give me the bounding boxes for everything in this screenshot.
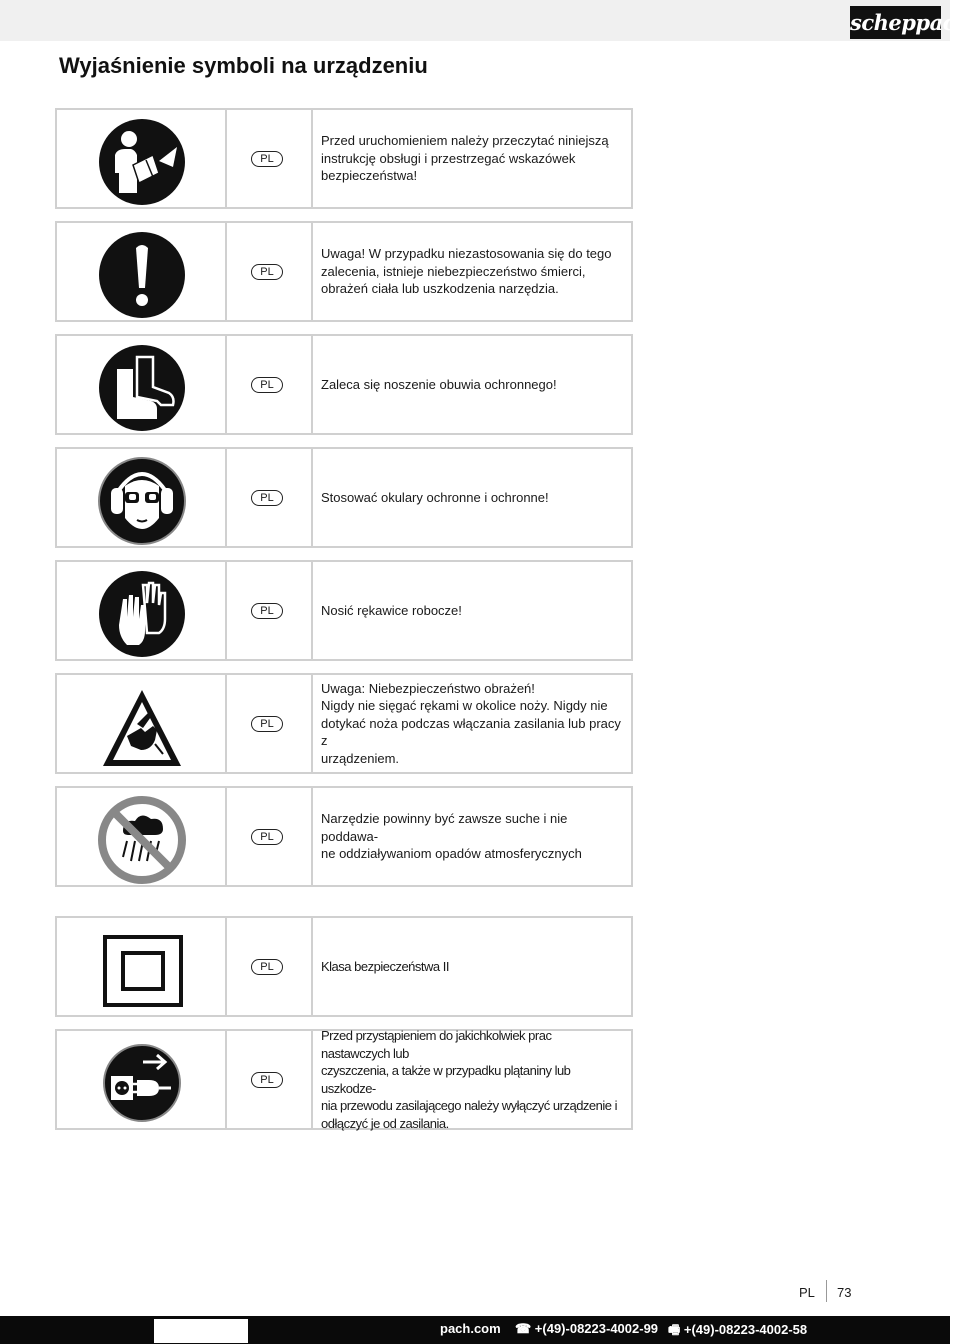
lang-badge: PL — [251, 829, 283, 845]
unplug-icon — [97, 1038, 187, 1128]
symbol-row-read-manual — [55, 108, 633, 209]
top-bar — [0, 0, 950, 41]
lang-badge: PL — [251, 151, 283, 167]
goggles-earmuffs-icon — [97, 456, 187, 546]
symbol-description: Uwaga! W przypadku niezastosowania się do tego zalecenia, istnieje niebezpieczeństwo śmierci, obrażeń ciała lub uszkodzenia narzędzia. — [321, 246, 612, 297]
symbol-row-protection-class — [55, 916, 633, 1017]
no-rain-icon — [97, 795, 187, 885]
symbol-row-goggles — [55, 447, 633, 548]
exclamation-warning-icon — [97, 230, 187, 320]
phone-number: ☎ +(49)-08223-4002-99 — [515, 1321, 659, 1336]
symbol-description: Narzędzie powinny być zawsze suche i nie poddawa- ne oddziaływaniom opadów atmosferycznych — [321, 811, 582, 862]
symbol-row-gloves — [55, 560, 633, 661]
symbol-row-hand-injury — [55, 673, 633, 774]
symbol-row-unplug — [55, 1029, 633, 1130]
symbol-row-warning — [55, 221, 633, 322]
symbol-row-safety-boots — [55, 334, 633, 435]
page-title: Wyjaśnienie symboli na urządzeniu — [59, 53, 428, 78]
symbol-row-no-rain — [55, 786, 633, 887]
symbol-description: Przed przystąpieniem do jakichkolwiek prac nastawczych lub czyszczenia, a także w przypadku plątaniny lub uszkodze- nia przewodu zasilającego należy wyłączyć urządzenie i odłączyć je od zasilania. — [321, 1028, 618, 1131]
lang-badge: PL — [251, 490, 283, 506]
lang-badge: PL — [251, 1072, 283, 1088]
lang-badge: PL — [251, 959, 283, 975]
symbol-description: Zaleca się noszenie obuwia ochronnego! — [321, 376, 557, 392]
footer-divider — [826, 1280, 827, 1302]
lang-badge: PL — [251, 264, 283, 280]
symbol-description: Uwaga: Niebezpieczeństwo obrażeń! Nigdy nie sięgać rękami w okolice noży. Nigdy nie dotykać noża podczas włączania zasilania lub pracy z urządzeniem. — [321, 680, 621, 766]
website-text: pach.com — [440, 1321, 501, 1336]
safety-boots-icon — [97, 343, 187, 433]
symbol-description: Przed uruchomieniem należy przeczytać niniejszą instrukcję obsługi i przestrzegać wskazówek bezpieczeństwa! — [321, 133, 609, 184]
read-manual-icon — [97, 117, 187, 207]
fax-number: 🖷 +(49)-08223-4002-58 — [668, 1322, 808, 1337]
symbol-description: Klasa bezpieczeństwa II — [321, 958, 449, 974]
symbol-description: Nosić rękawice robocze! — [321, 602, 462, 618]
footer-language: PL — [799, 1285, 815, 1300]
lang-badge: PL — [251, 603, 283, 619]
lang-badge: PL — [251, 377, 283, 393]
page-number: 73 — [837, 1285, 852, 1300]
brand-logo: scheppach — [850, 6, 941, 39]
contact-bar — [0, 1316, 950, 1344]
symbol-description: Stosować okulary ochronne i ochronne! — [321, 489, 549, 505]
lang-badge: PL — [251, 716, 283, 732]
protection-class-ii-icon — [97, 925, 187, 1015]
work-gloves-icon — [97, 569, 187, 659]
hand-injury-warning-icon — [97, 682, 187, 772]
